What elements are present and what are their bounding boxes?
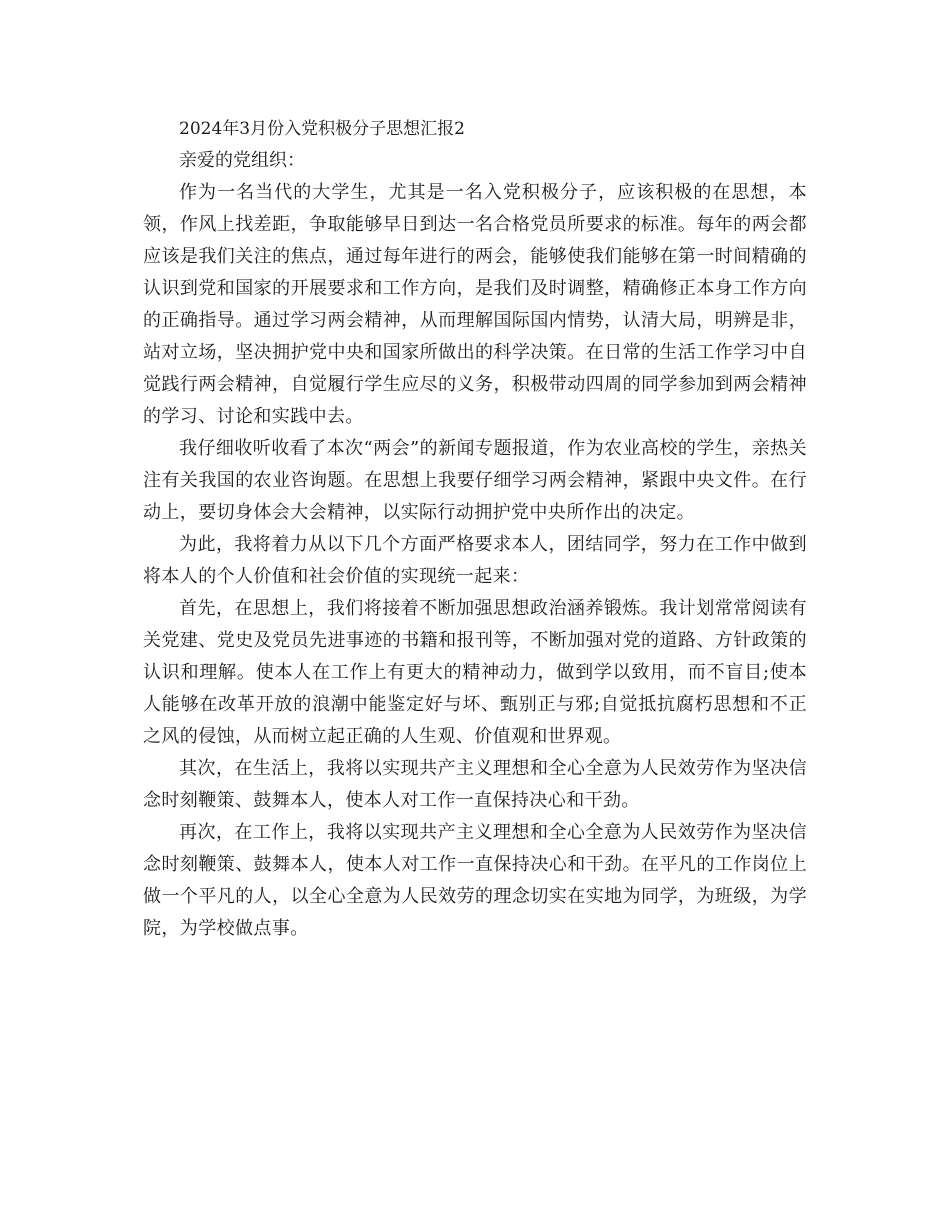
paragraph-6: 再次，在工作上，我将以实现共产主义理想和全心全意为人民效劳作为坚决信念时刻鞭策、鼓舞本人，使本人对工作一直保持决心和干劲。在平凡的工作岗位上做一个平凡的人，以全心全意为人民效劳的理念切实在实地为同学，为班级，为学院，为学校做点事。 [143, 822, 807, 939]
paragraph-1: 作为一名当代的大学生，尤其是一名入党积极分子，应该积极的在思想，本领，作风上找差距，争取能够早日到达一名合格党员所要求的标准。每年的两会都应该是我们关注的焦点，通过每年进行的两会，能够使我们能够在第一时间精确的认识到党和国家的开展要求和工作方向，是我们及时调整，精确修正本身工作方向的正确指导。通过学习两会精神，从而理解国际国内情势，认清大局，明辨是非，站对立场，坚决拥护党中央和国家所做出的科学决策。在日常的生活工作学习中自觉践行两会精神，自觉履行学生应尽的义务，积极带动四周的同学参加到两会精神的学习、讨论和实践中去。 [143, 182, 807, 427]
document-page [143, 113, 807, 945]
salutation: 亲爱的党组织： [179, 150, 305, 171]
paragraph-3: 为此，我将着力从以下几个方面严格要求本人，团结同学，努力在工作中做到将本人的个人价值和社会价值的实现统一起来： [143, 534, 807, 587]
paragraph-4: 首先，在思想上，我们将接着不断加强思想政治涵养锻炼。我计划常常阅读有关党建、党史及党员先进事迹的书籍和报刊等，不断加强对党的道路、方针政策的认识和理解。使本人在工作上有更大的精神动力，做到学以致用，而不盲目;使本人能够在改革开放的浪潮中能鉴定好与坏、甄别正与邪;自觉抵抗腐朽思想和不正之风的侵蚀，从而树立起正确的人生观、价值观和世界观。 [143, 598, 807, 747]
document-title: 2024年3月份入党积极分子思想汇报2 [179, 119, 465, 139]
paragraph-2: 我仔细收听收看了本次“两会”的新闻专题报道，作为农业高校的学生，亲热关注有关我国的农业咨询题。在思想上我要仔细学习两会精神，紧跟中央文件。在行动上，要切身体会大会精神，以实际行动拥护党中央所作出的决定。 [143, 438, 807, 523]
paragraph-5: 其次，在生活上，我将以实现共产主义理想和全心全意为人民效劳作为坚决信念时刻鞭策、鼓舞本人，使本人对工作一直保持决心和干劲。 [143, 758, 807, 811]
